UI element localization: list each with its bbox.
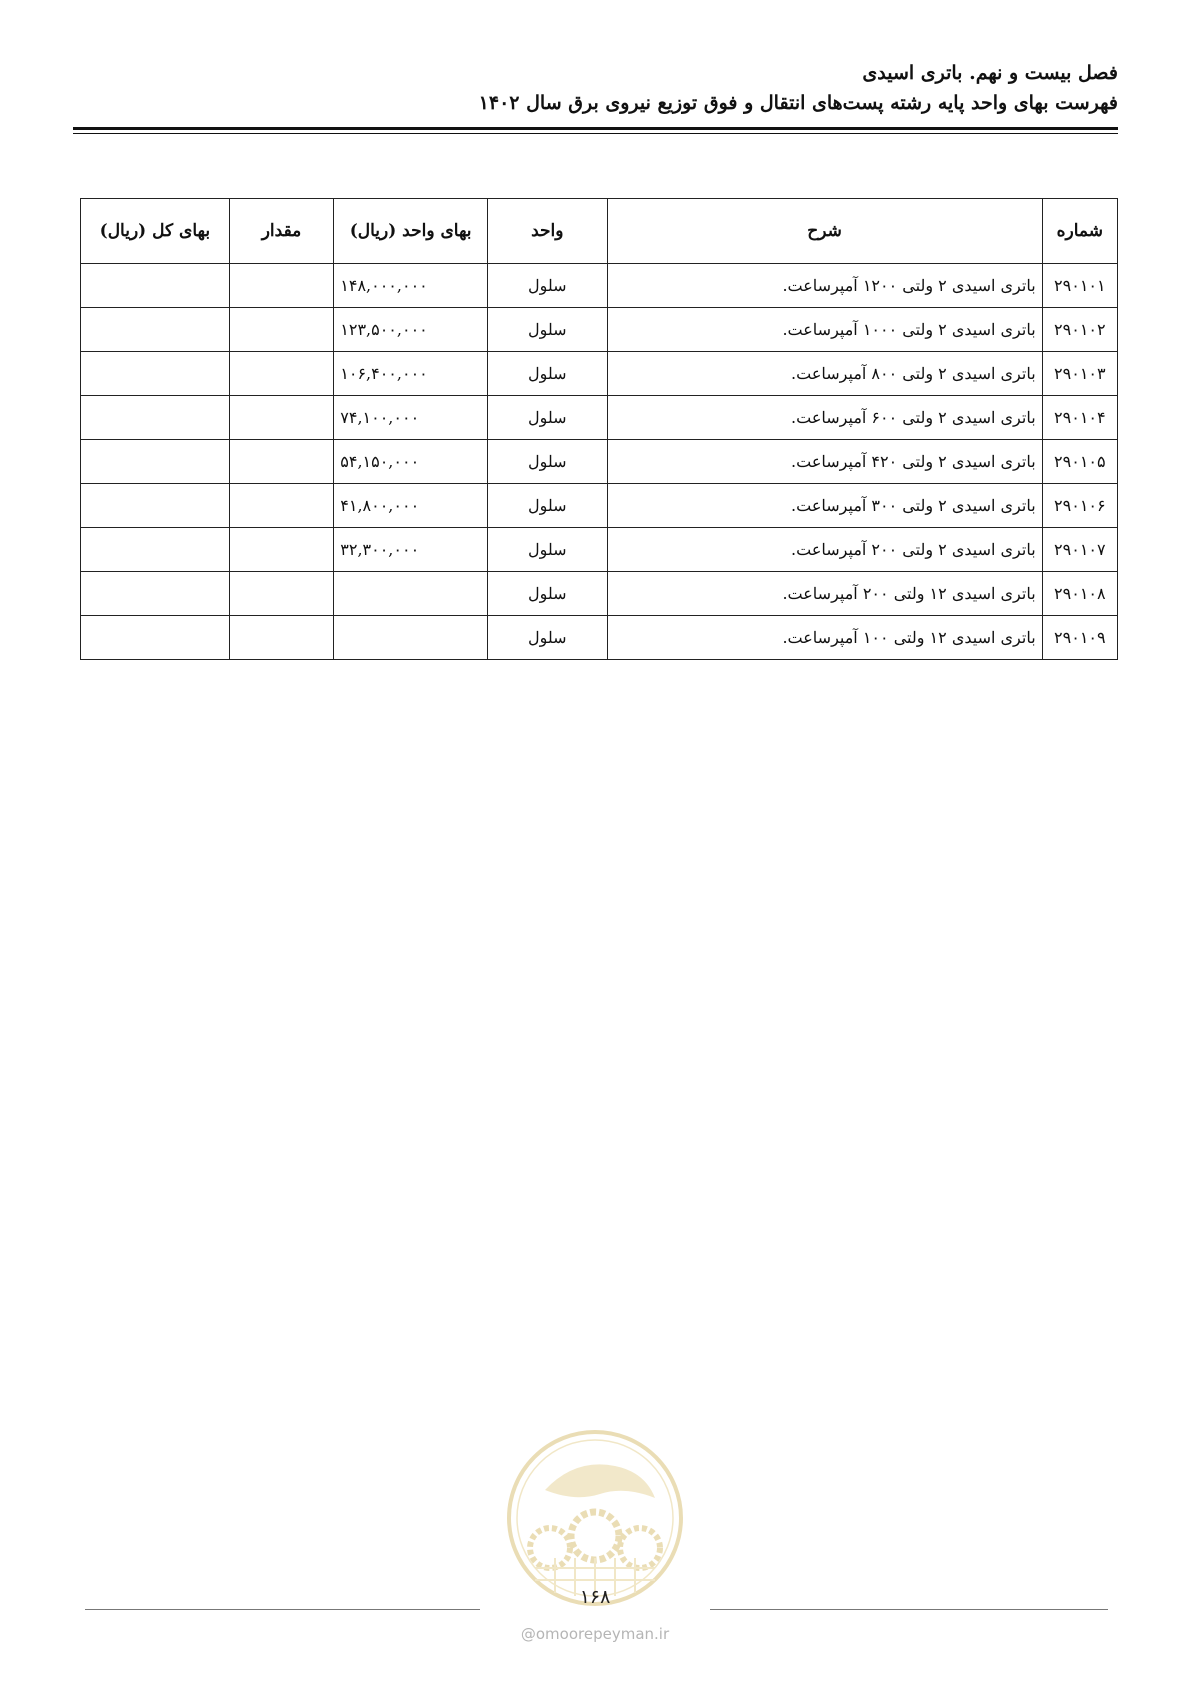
row-unit: سلول (487, 572, 607, 616)
row-total-price[interactable] (81, 616, 230, 660)
row-unit: سلول (487, 484, 607, 528)
header-rule-thick (73, 127, 1118, 130)
row-total-price[interactable] (81, 528, 230, 572)
watermark-site-text: @omoorepeyman.ir (520, 1625, 670, 1643)
column-header-quantity: مقدار (229, 199, 334, 264)
row-total-price[interactable] (81, 396, 230, 440)
table-row (81, 308, 1118, 352)
header-rule-thin (73, 133, 1118, 134)
row-code: ۲۹۰۱۰۴ (1042, 396, 1117, 440)
row-unit: سلول (487, 616, 607, 660)
row-unit-price: ۱۴۸,۰۰۰,۰۰۰ (334, 264, 488, 308)
table-row (81, 572, 1118, 616)
table-row (81, 440, 1118, 484)
row-quantity[interactable] (229, 352, 334, 396)
row-description: باتری اسیدی ۲ ولتی ۲۰۰ آمپرساعت. (607, 528, 1042, 572)
column-header-code: شماره (1042, 199, 1117, 264)
page-header (68, 58, 1118, 118)
row-quantity[interactable] (229, 396, 334, 440)
row-quantity[interactable] (229, 308, 334, 352)
row-total-price[interactable] (81, 264, 230, 308)
row-unit-price: ۱۰۶,۴۰۰,۰۰۰ (334, 352, 488, 396)
row-code: ۲۹۰۱۰۸ (1042, 572, 1117, 616)
row-description: باتری اسیدی ۲ ولتی ۴۲۰ آمپرساعت. (607, 440, 1042, 484)
table-row (81, 528, 1118, 572)
row-quantity[interactable] (229, 440, 334, 484)
column-header-unit-price: بهای واحد (ریال) (334, 199, 488, 264)
row-total-price[interactable] (81, 484, 230, 528)
footer-rule-right (710, 1609, 1108, 1610)
seal-gear-right-icon (620, 1528, 660, 1568)
column-header-description: شرح (607, 199, 1042, 264)
row-description: باتری اسیدی ۱۲ ولتی ۲۰۰ آمپرساعت. (607, 572, 1042, 616)
row-unit-price (334, 572, 488, 616)
row-unit: سلول (487, 352, 607, 396)
row-unit: سلول (487, 308, 607, 352)
row-total-price[interactable] (81, 308, 230, 352)
row-quantity[interactable] (229, 528, 334, 572)
row-unit-price: ۳۲,۳۰۰,۰۰۰ (334, 528, 488, 572)
row-unit: سلول (487, 528, 607, 572)
row-unit: سلول (487, 264, 607, 308)
row-code: ۲۹۰۱۰۲ (1042, 308, 1117, 352)
row-description: باتری اسیدی ۲ ولتی ۱۰۰۰ آمپرساعت. (607, 308, 1042, 352)
row-unit-price: ۴۱,۸۰۰,۰۰۰ (334, 484, 488, 528)
row-unit-price (334, 616, 488, 660)
row-code: ۲۹۰۱۰۶ (1042, 484, 1117, 528)
seal-calligraphy (545, 1464, 655, 1498)
row-description: باتری اسیدی ۲ ولتی ۸۰۰ آمپرساعت. (607, 352, 1042, 396)
row-description: باتری اسیدی ۲ ولتی ۱۲۰۰ آمپرساعت. (607, 264, 1042, 308)
price-table (80, 198, 1118, 660)
column-header-total-price: بهای کل (ریال) (81, 199, 230, 264)
table-row (81, 484, 1118, 528)
table-row (81, 396, 1118, 440)
row-unit-price: ۵۴,۱۵۰,۰۰۰ (334, 440, 488, 484)
seal-logo (505, 1428, 685, 1608)
price-list-title: فهرست بهای واحد پایه رشته پست‌های انتقال و فوق توزیع نیروی برق سال ۱۴۰۲ (478, 92, 1118, 114)
row-unit: سلول (487, 396, 607, 440)
row-total-price[interactable] (81, 352, 230, 396)
table-row (81, 352, 1118, 396)
row-code: ۲۹۰۱۰۳ (1042, 352, 1117, 396)
row-description: باتری اسیدی ۲ ولتی ۳۰۰ آمپرساعت. (607, 484, 1042, 528)
row-description: باتری اسیدی ۱۲ ولتی ۱۰۰ آمپرساعت. (607, 616, 1042, 660)
row-total-price[interactable] (81, 440, 230, 484)
seal-gear-left-icon (530, 1528, 570, 1568)
row-unit: سلول (487, 440, 607, 484)
row-quantity[interactable] (229, 484, 334, 528)
seal-gear-center-icon (571, 1512, 619, 1560)
row-unit-price: ۷۴,۱۰۰,۰۰۰ (334, 396, 488, 440)
row-code: ۲۹۰۱۰۹ (1042, 616, 1117, 660)
row-code: ۲۹۰۱۰۵ (1042, 440, 1117, 484)
row-code: ۲۹۰۱۰۷ (1042, 528, 1117, 572)
table-header-row (81, 199, 1118, 264)
column-header-unit: واحد (487, 199, 607, 264)
chapter-title: فصل بیست و نهم. باتری اسیدی (862, 62, 1118, 84)
row-total-price[interactable] (81, 572, 230, 616)
row-code: ۲۹۰۱۰۱ (1042, 264, 1117, 308)
row-unit-price: ۱۲۳,۵۰۰,۰۰۰ (334, 308, 488, 352)
row-description: باتری اسیدی ۲ ولتی ۶۰۰ آمپرساعت. (607, 396, 1042, 440)
row-quantity[interactable] (229, 572, 334, 616)
row-quantity[interactable] (229, 616, 334, 660)
page-number: ۱۶۸ (579, 1586, 611, 1608)
table-row (81, 264, 1118, 308)
footer-rule-left (85, 1609, 480, 1610)
table-row (81, 616, 1118, 660)
row-quantity[interactable] (229, 264, 334, 308)
